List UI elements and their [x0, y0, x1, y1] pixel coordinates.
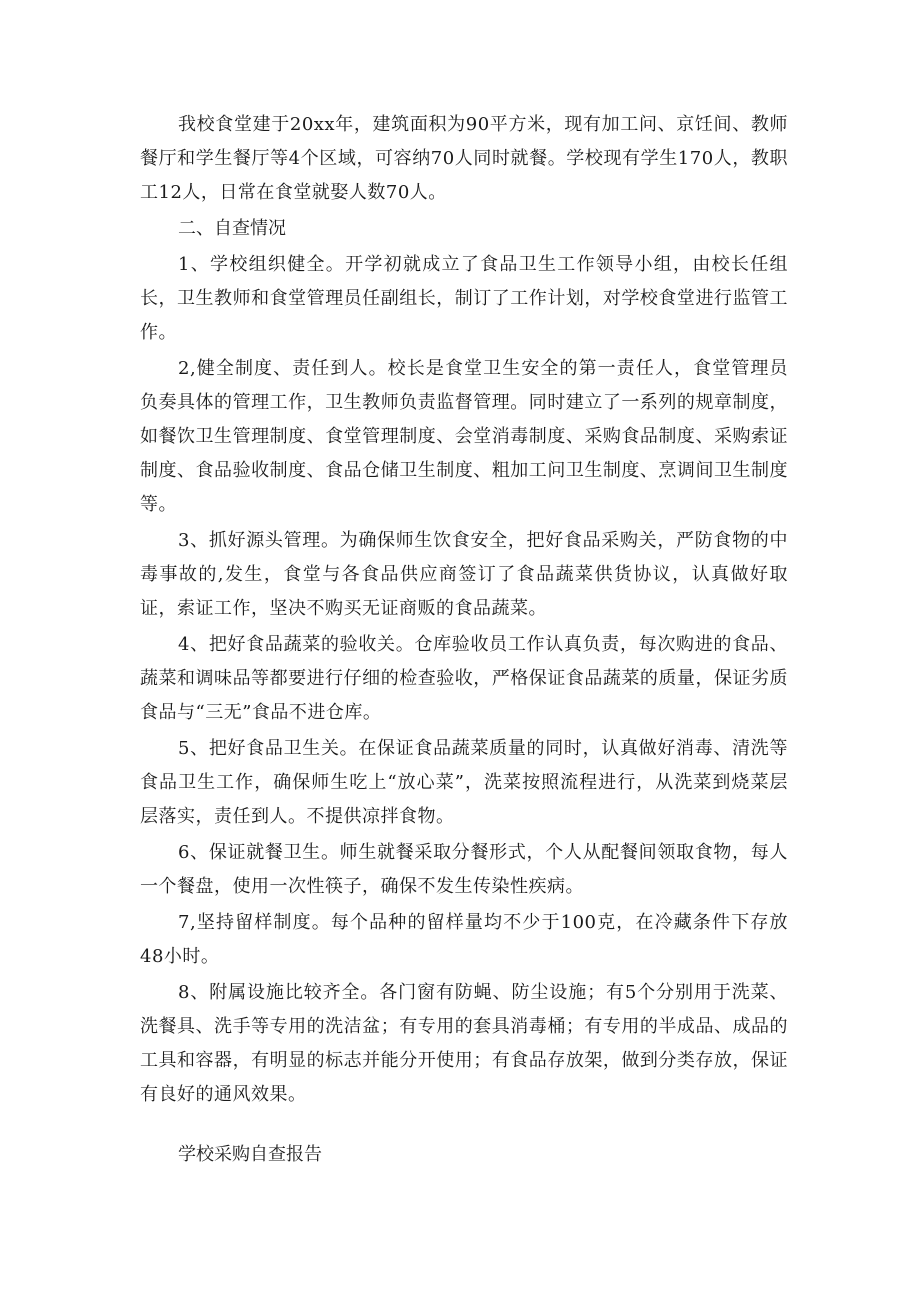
item-paragraph-7: 7,坚持留样制度。每个品种的留样量均不少于100克，在冷藏条件下存放48小时。 — [140, 912, 788, 967]
item-paragraph-3: 3、抓好源头管理。为确保师生饮食安全，把好食品采购关，严防食物的中毒事故的,发生，食堂与各食品供应商签订了食品蔬菜供货协议，认真做好取证，索证工作，坚决不购买无证商贩的食品蔬菜。 — [140, 530, 788, 619]
item-paragraph-4: 4、把好食品蔬菜的验收关。仓库验收员工作认真负责，每次购进的食品、蔬菜和调味品等都要进行仔细的检查验收，严格保证食品蔬菜的质量，保证劣质食品与“三无”食品不进仓库。 — [140, 634, 788, 723]
item-paragraph-2: 2,健全制度、责任到人。校长是食堂卫生安全的第一责任人，食堂管理员负奏具体的管理工作，卫生教师负责监督管理。同时建立了一系列的规章制度，如餐饮卫生管理制度、食堂管理制度、会堂消毒制度、采购食品制度、采购索证制度、食品验收制度、食品仓储卫生制度、粗加工问卫生制度、烹调间卫生制度等。 — [140, 358, 788, 515]
item-paragraph-5: 5、把好食品卫生关。在保证食品蔬菜质量的同时，认真做好消毒、清洗等食品卫生工作，确保师生吃上“放心菜”，洗菜按照流程进行，从洗菜到烧菜层层落实，责任到人。不提供凉拌食物。 — [140, 738, 788, 827]
item-paragraph-1: 1、学校组织健全。开学初就成立了食品卫生工作领导小组，由校长任组长，卫生教师和食堂管理员任副组长，制订了工作计划，对学校食堂进行监管工作。 — [140, 254, 788, 343]
item-paragraph-8: 8、附属设施比较齐全。各门窗有防蝇、防尘设施；有5个分别用于洗菜、洗餐具、洗手等专用的洗洁盆；有专用的套具消毒桶；有专用的半成品、成品的工具和容器，有明显的标志并能分开使用；有食品存放架，做到分类存放，保证有良好的通风效果。 — [140, 982, 788, 1105]
item-paragraph-6: 6、保证就餐卫生。师生就餐采取分餐形式，个人从配餐间领取食物，每人一个餐盘，使用一次性筷子，确保不发生传染性疾病。 — [140, 842, 788, 897]
intro-paragraph: 我校食堂建于20xx年，建筑面积为90平方米，现有加工问、京饪间、教师餐厅和学生餐厅等4个区域，可容纳70人同时就餐。学校现有学生170人，教职工12人，日常在食堂就娶人数70人。 — [140, 114, 788, 203]
section-heading: 二、自查情况 — [178, 218, 286, 239]
document-page — [140, 108, 788, 1165]
next-report-title: 学校采购自查报告 — [178, 1144, 322, 1165]
